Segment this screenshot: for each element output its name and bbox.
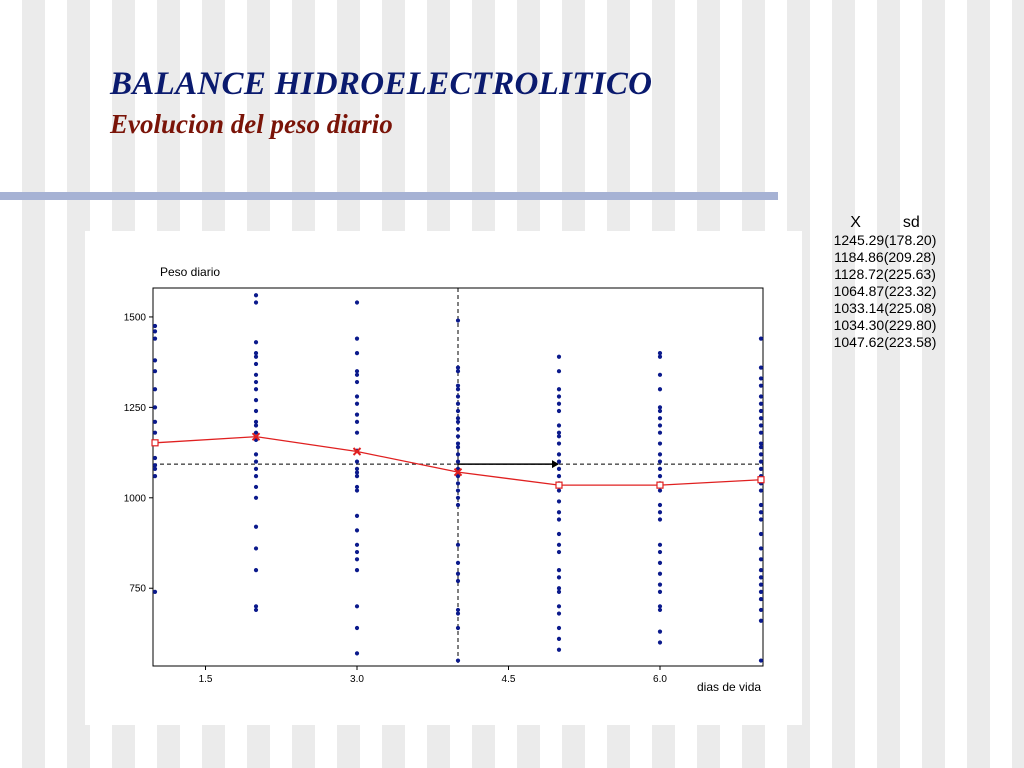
data-point <box>759 460 763 464</box>
data-point <box>254 474 258 478</box>
data-point <box>254 340 258 344</box>
data-point <box>557 575 561 579</box>
data-point <box>153 329 157 333</box>
data-point <box>254 568 258 572</box>
data-point <box>153 369 157 373</box>
data-point <box>759 575 763 579</box>
data-point <box>153 387 157 391</box>
data-point <box>355 373 359 377</box>
data-point <box>254 423 258 427</box>
chart-panel <box>85 231 802 725</box>
data-point <box>557 488 561 492</box>
y-tick-label: 1250 <box>123 402 146 414</box>
data-point <box>557 409 561 413</box>
data-point <box>759 590 763 594</box>
data-point <box>153 590 157 594</box>
data-point <box>355 337 359 341</box>
data-point <box>759 467 763 471</box>
data-point <box>355 460 359 464</box>
data-point <box>658 409 662 413</box>
data-point <box>456 579 460 583</box>
data-point <box>153 324 157 328</box>
y-tick-label: 1000 <box>123 493 146 505</box>
stats-header <box>810 214 960 231</box>
data-point <box>254 373 258 377</box>
data-point <box>355 543 359 547</box>
data-point <box>557 369 561 373</box>
data-point <box>254 496 258 500</box>
data-point <box>557 402 561 406</box>
data-point <box>557 441 561 445</box>
stats-row: 1033.14(225.08) <box>833 300 937 316</box>
mean-point-marker <box>758 477 764 483</box>
data-point <box>557 467 561 471</box>
data-point <box>254 351 258 355</box>
data-point <box>153 463 157 467</box>
data-point <box>355 431 359 435</box>
data-point <box>759 365 763 369</box>
data-point <box>759 557 763 561</box>
data-point <box>456 387 460 391</box>
data-point <box>759 546 763 550</box>
data-point <box>456 452 460 456</box>
stats-row: 1034.30(229.80) <box>833 317 937 333</box>
data-point <box>557 586 561 590</box>
data-point <box>557 510 561 514</box>
data-point <box>254 420 258 424</box>
weight-chart <box>85 231 802 725</box>
data-point <box>153 474 157 478</box>
data-point <box>456 503 460 507</box>
data-point <box>456 369 460 373</box>
data-point <box>254 293 258 297</box>
data-point <box>759 384 763 388</box>
data-point <box>456 496 460 500</box>
stats-row: 1128.72(225.63) <box>834 266 936 282</box>
data-point <box>355 369 359 373</box>
data-point <box>658 640 662 644</box>
title-divider <box>0 192 778 200</box>
data-point <box>759 416 763 420</box>
data-point <box>759 488 763 492</box>
data-point <box>355 557 359 561</box>
data-point <box>658 373 662 377</box>
data-point <box>557 626 561 630</box>
data-point <box>557 543 561 547</box>
data-point <box>456 402 460 406</box>
y-tick-label: 750 <box>129 583 146 595</box>
data-point <box>153 358 157 362</box>
slide-title: BALANCE HIDROELECTROLITICO <box>110 66 653 102</box>
data-point <box>355 550 359 554</box>
stats-table <box>810 214 960 351</box>
data-point <box>557 431 561 435</box>
data-point <box>153 337 157 341</box>
data-point <box>557 568 561 572</box>
x-tick-label: 6.0 <box>653 674 667 685</box>
data-point <box>759 608 763 612</box>
data-point <box>153 431 157 435</box>
data-point <box>254 380 258 384</box>
data-point <box>658 572 662 576</box>
data-point <box>759 517 763 521</box>
data-point <box>658 488 662 492</box>
data-point <box>759 423 763 427</box>
data-point <box>254 467 258 471</box>
data-point <box>557 611 561 615</box>
data-point <box>759 619 763 623</box>
data-point <box>456 365 460 369</box>
data-point <box>759 503 763 507</box>
data-point <box>254 409 258 413</box>
chart-title: Peso diario <box>160 265 221 279</box>
x-tick-label: 4.5 <box>501 674 516 685</box>
data-point <box>759 402 763 406</box>
data-point <box>456 572 460 576</box>
data-point <box>355 402 359 406</box>
data-point <box>355 568 359 572</box>
data-point <box>557 387 561 391</box>
data-point <box>658 405 662 409</box>
data-point <box>153 456 157 460</box>
data-point <box>658 630 662 634</box>
data-point <box>759 445 763 449</box>
data-point <box>355 488 359 492</box>
data-point <box>456 434 460 438</box>
data-point <box>759 431 763 435</box>
data-point <box>254 355 258 359</box>
data-point <box>456 445 460 449</box>
data-point <box>254 604 258 608</box>
data-point <box>355 626 359 630</box>
data-point <box>759 441 763 445</box>
data-point <box>759 452 763 456</box>
data-point <box>658 423 662 427</box>
data-point <box>557 394 561 398</box>
mean-point-marker <box>152 440 158 446</box>
data-point <box>658 550 662 554</box>
data-point <box>658 460 662 464</box>
data-point <box>456 420 460 424</box>
data-point <box>153 467 157 471</box>
data-point <box>355 514 359 518</box>
data-point <box>658 452 662 456</box>
data-point <box>557 434 561 438</box>
data-point <box>355 485 359 489</box>
data-point <box>658 351 662 355</box>
stats-row: 1245.29(178.20) <box>833 232 937 248</box>
data-point <box>658 583 662 587</box>
data-point <box>759 583 763 587</box>
data-point <box>456 384 460 388</box>
x-axis-label: dias de vida <box>697 680 762 694</box>
data-point <box>658 543 662 547</box>
data-point <box>557 532 561 536</box>
data-point <box>658 510 662 514</box>
data-point <box>456 611 460 615</box>
data-point <box>759 658 763 662</box>
data-point <box>557 355 561 359</box>
data-point <box>658 467 662 471</box>
mean-point-marker <box>657 482 663 488</box>
data-point <box>759 394 763 398</box>
x-tick-label: 1.5 <box>198 674 213 685</box>
data-point <box>658 590 662 594</box>
data-point <box>658 517 662 521</box>
data-point <box>456 488 460 492</box>
data-point <box>456 608 460 612</box>
data-point <box>456 318 460 322</box>
data-point <box>557 499 561 503</box>
data-point <box>557 460 561 464</box>
data-point <box>658 608 662 612</box>
data-point <box>557 590 561 594</box>
data-point <box>456 441 460 445</box>
data-point <box>759 376 763 380</box>
stats-row: 1047.62(223.58) <box>833 334 937 350</box>
data-point <box>759 597 763 601</box>
data-point <box>557 423 561 427</box>
data-point <box>355 470 359 474</box>
stats-header-sd: sd <box>902 214 920 231</box>
data-point <box>759 510 763 514</box>
data-point <box>355 528 359 532</box>
data-point <box>153 405 157 409</box>
data-point <box>759 337 763 341</box>
slide-subtitle: Evolucion del peso diario <box>110 109 393 139</box>
data-point <box>456 460 460 464</box>
data-point <box>759 409 763 413</box>
mean-point-marker <box>556 482 562 488</box>
data-point <box>658 387 662 391</box>
data-point <box>456 427 460 431</box>
data-point <box>254 387 258 391</box>
data-point <box>658 355 662 359</box>
data-point <box>557 517 561 521</box>
data-point <box>254 546 258 550</box>
data-point <box>658 503 662 507</box>
data-point <box>557 474 561 478</box>
data-point <box>254 452 258 456</box>
x-axis <box>199 666 668 685</box>
x-tick-label: 3.0 <box>350 674 364 685</box>
y-tick-label: 1500 <box>123 312 146 324</box>
data-point <box>456 416 460 420</box>
data-points <box>153 293 763 663</box>
data-point <box>254 300 258 304</box>
data-point <box>456 409 460 413</box>
data-point <box>456 626 460 630</box>
data-point <box>658 416 662 420</box>
data-point <box>254 525 258 529</box>
data-point <box>355 394 359 398</box>
data-point <box>153 420 157 424</box>
data-point <box>355 300 359 304</box>
data-point <box>254 362 258 366</box>
stats-row: 1184.86(209.28) <box>834 249 936 265</box>
data-point <box>658 441 662 445</box>
data-point <box>557 550 561 554</box>
y-axis <box>124 312 153 594</box>
data-point <box>759 568 763 572</box>
data-point <box>355 651 359 655</box>
data-point <box>254 608 258 612</box>
data-point <box>557 637 561 641</box>
data-point <box>355 604 359 608</box>
data-point <box>658 604 662 608</box>
data-point <box>456 658 460 662</box>
data-point <box>557 604 561 608</box>
data-point <box>557 648 561 652</box>
data-point <box>254 485 258 489</box>
data-point <box>456 561 460 565</box>
data-point <box>355 413 359 417</box>
data-point <box>658 561 662 565</box>
data-point <box>355 351 359 355</box>
data-point <box>557 452 561 456</box>
data-point <box>254 460 258 464</box>
data-point <box>658 474 662 478</box>
data-point <box>355 467 359 471</box>
data-point <box>456 543 460 547</box>
data-point <box>355 420 359 424</box>
data-point <box>658 431 662 435</box>
data-point <box>254 398 258 402</box>
stats-row: 1064.87(223.32) <box>833 283 937 299</box>
stats-header-mean: X <box>850 214 861 231</box>
data-point <box>456 394 460 398</box>
data-point <box>355 380 359 384</box>
data-point <box>759 532 763 536</box>
data-point <box>355 474 359 478</box>
data-point <box>456 481 460 485</box>
